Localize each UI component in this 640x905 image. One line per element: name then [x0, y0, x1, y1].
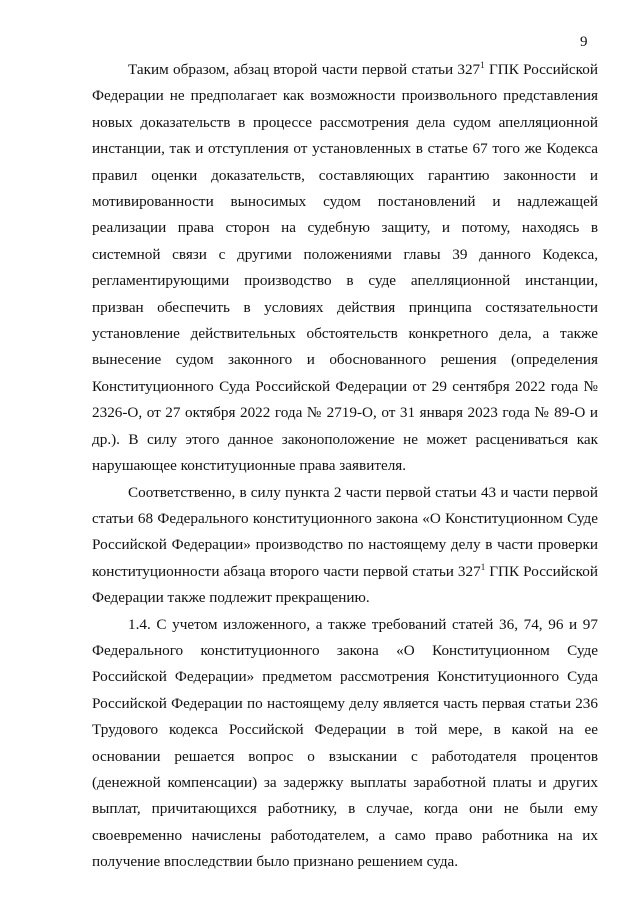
paragraph-2-text-start: Соответственно, в силу пункта 2 части первой статьи 43 и части первой статьи 68 Федерального конституционного закона «О Конституционном Суде Российской Федерации» производство по настоящему делу в части проверки конституционности абзаца второго части первой статьи 327 [92, 483, 598, 580]
paragraph-2 [92, 480, 598, 612]
paragraph-1-text-start: Таким образом, абзац второй части первой статьи 327 [128, 61, 481, 78]
page-number: 9 [580, 34, 588, 50]
paragraph-1-text-end: ГПК Российской Федерации не предполагает как возможности произвольного представления новых доказательств в процессе рассмотрения дела судом апелляционной инстанции, так и отступления от установленных в статье 67 того же Кодекса правил оценки доказательств, составляющих гарантию законности и мотивированности выносимых судом постановлений и надлежащей реализации права сторон на судебную защиту, и потому, находясь в системной связи с другими положениями главы 39 данного Кодекса, регламентирующими производство в суде апелляционной инстанции, призван обеспечить в условиях действия принципа состязательности установление действительных обстоятельств конкретного дела, а также вынесение судом законного и обоснованного решения (определения Конституционного Суда Российской Федерации от 29 сентября 2022 года № 2326-О, от 27 октября 2022 года № 2719-О, от 31 января 2023 года № 89-О и др.). В силу этого данное законоположение не может расцениваться как нарушающее конституционные права заявителя. [92, 61, 598, 475]
superscript-1: 1 [480, 59, 485, 70]
superscript-2: 1 [480, 561, 486, 572]
paragraph-2-text-end: ГПК Российской Федерации также подлежит прекращению. [92, 562, 598, 607]
paragraph-3-text: 1.4. С учетом изложенного, а также требований статей 36, 74, 96 и 97 Федерального конституционного закона «О Конституционном Суде Российской Федерации» предметом рассмотрения Конституционного Суда Российской Федерации по настоящему делу является часть первая статьи 236 Трудового кодекса Российской Федерации в той мере, в какой на ее основании решается вопрос о взыскании с работодателя процентов (денежной компенсации) за задержку выплаты заработной платы и других выплат, причитающихся работнику, в случае, когда они не были ему своевременно начислены работодателем, а само право работника на их получение впоследствии было признано решением суда. [92, 615, 598, 871]
document-body [92, 57, 598, 876]
paragraph-1 [92, 57, 598, 480]
paragraph-3 [92, 612, 598, 876]
